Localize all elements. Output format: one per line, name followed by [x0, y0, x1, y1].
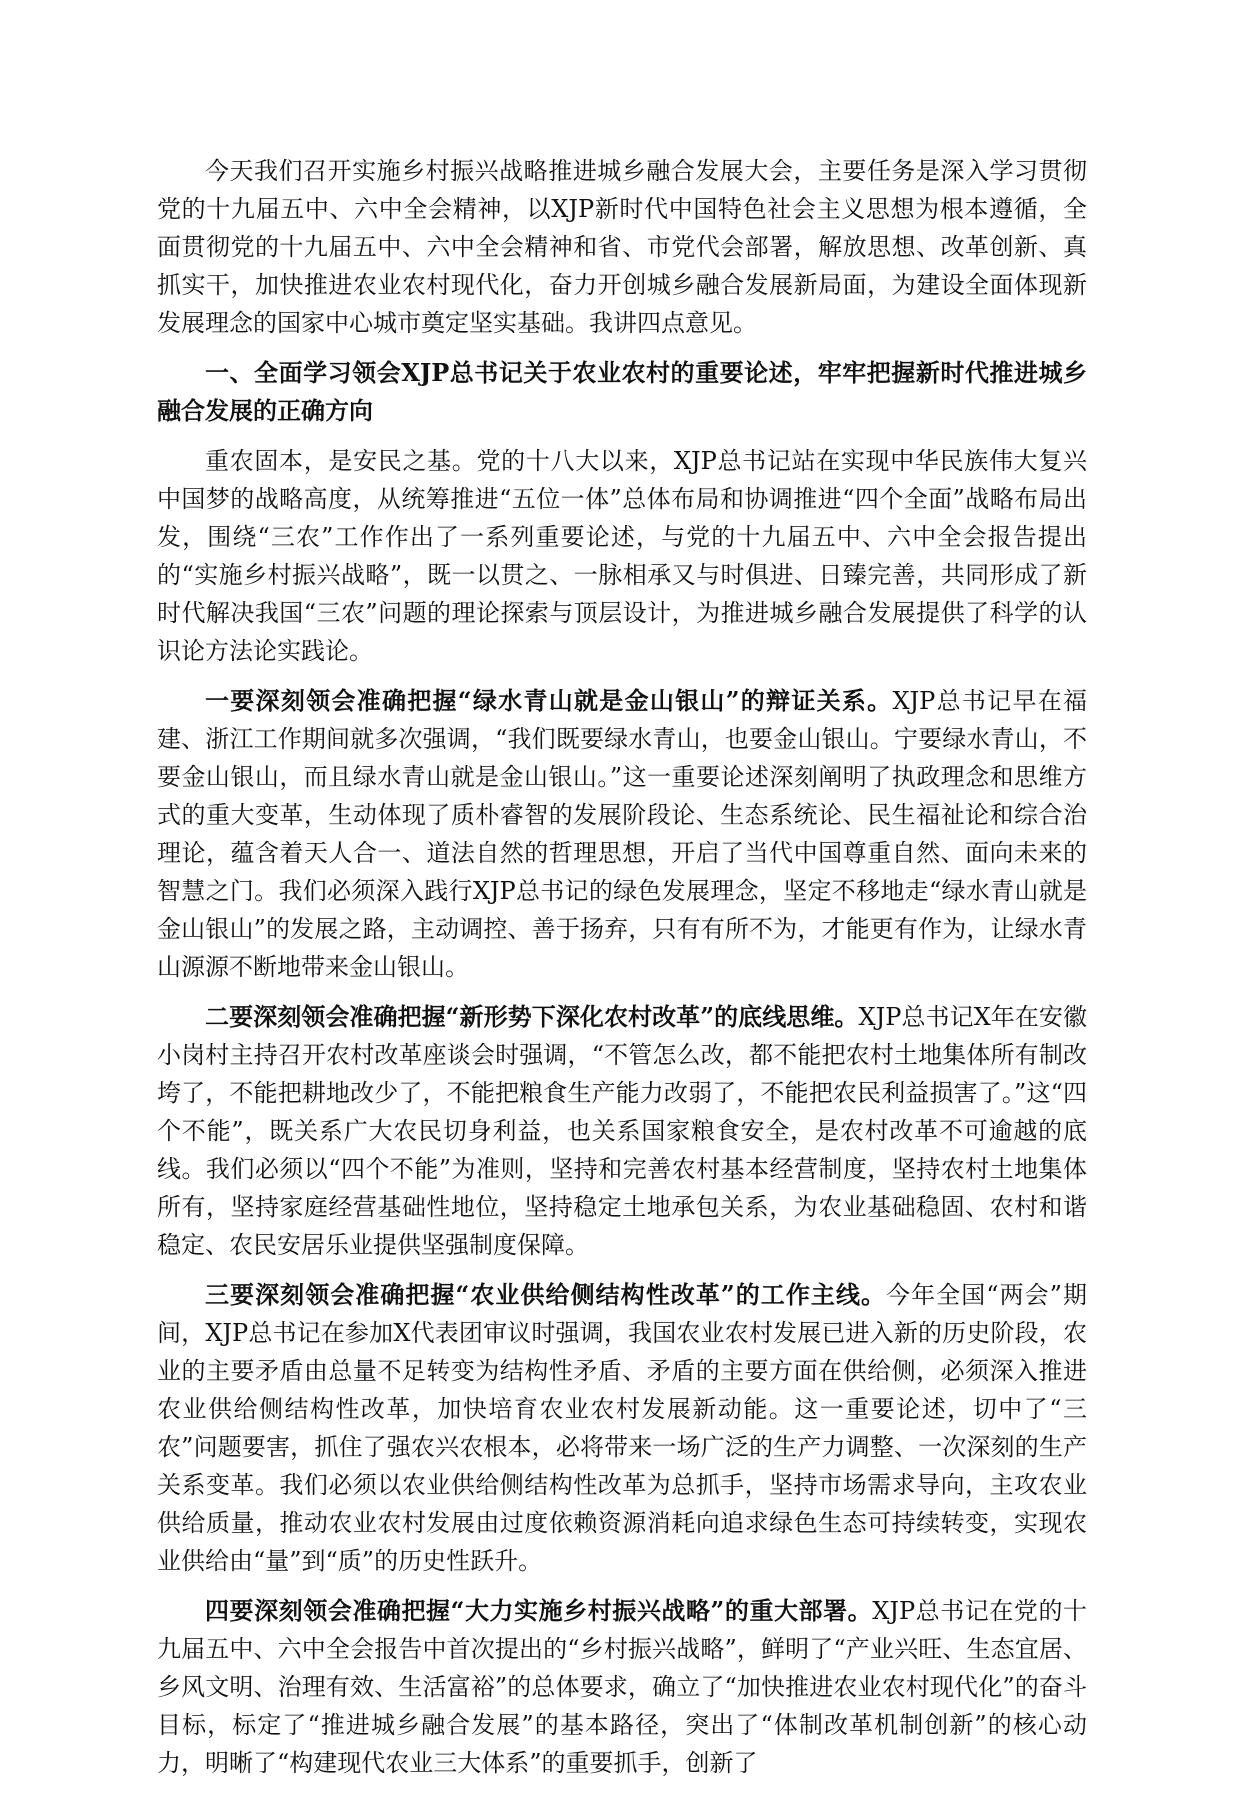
point-4-lead: 四要深刻领会准确把握“大力实施乡村振兴战略”的重大部署。 — [205, 1596, 873, 1625]
section-heading-1: 一、全面学习领会XJP总书记关于农业农村的重要论述，牢牢把握新时代推进城乡融合发展的正确方向 — [157, 358, 1087, 425]
point-2-body: XJP总书记X年在安徽小岗村主持召开农村改革座谈会时强调，“不管怎么改，都不能把农村土地集体所有制改垮了，不能把耕地改少了，不能把粮食生产能力改弱了，不能把农民利益损害了。”这“四个不能”，既关系广大农民切身利益，也关系国家粮食安全，是农村改革不可逾越的底线。我们必须以“四个不能”为准则，坚持和完善农村基本经营制度，坚持农村土地集体所有，坚持家庭经营基础性地位，坚持稳定土地承包关系，为农业基础稳固、农村和谐稳定、农民安居乐业提供坚强制度保障。 — [157, 1003, 1087, 1259]
paragraph-overview: 重农固本，是安民之基。党的十八大以来，XJP总书记站在实现中华民族伟大复兴中国梦的战略高度，从统筹推进“五位一体”总体布局和协调推进“四个全面”战略布局出发，围绕“三农”工作作出了一系列重要论述，与党的十九届五中、六中全会报告提出的“实施乡村振兴战略”，既一以贯之、一脉相承又与时俱进、日臻完善，共同形成了新时代解决我国“三农”问题的理论探索与顶层设计，为推进城乡融合发展提供了科学的认识论方法论实践论。 — [157, 447, 1087, 665]
paragraph-point-1 — [157, 682, 1087, 986]
point-3-lead: 三要深刻领会准确把握“农业供给侧结构性改革”的工作主线。 — [205, 1280, 887, 1309]
point-3-body: 今年全国“两会”期间，XJP总书记在参加X代表团审议时强调，我国农业农村发展已进入新的历史阶段，农业的主要矛盾由总量不足转变为结构性矛盾、矛盾的主要方面在供给侧，必须深入推进农业供给侧结构性改革，加快培育农业农村发展新动能。这一重要论述，切中了“三农”问题要害，抓住了强农兴农根本，必将带来一场广泛的生产力调整、一次深刻的生产关系变革。我们必须以农业供给侧结构性改革为总抓手，坚持市场需求导向，主攻农业供给质量，推动农业农村发展由过度依赖资源消耗向追求绿色生态可持续转变，实现农业供给由“量”到“质”的历史性跃升。 — [157, 1281, 1087, 1575]
point-1-body: XJP总书记早在福建、浙江工作期间就多次强调，“我们既要绿水青山，也要金山银山。宁要绿水青山，不要金山银山，而且绿水青山就是金山银山。”这一重要论述深刻阐明了执政理念和思维方式的重大变革，生动体现了质朴睿智的发展阶段论、生态系统论、民生福祉论和综合治理论，蕴含着天人合一、道法自然的哲理思想，开启了当代中国尊重自然、面向未来的智慧之门。我们必须深入践行XJP总书记的绿色发展理念，坚定不移地走“绿水青山就是金山银山”的发展之路，主动调控、善于扬弃，只有有所不为，才能更有作为，让绿水青山源源不断地带来金山银山。 — [157, 687, 1088, 981]
point-1-lead: 一要深刻领会准确把握“绿水青山就是金山银山”的辩证关系。 — [205, 686, 893, 715]
point-4-body: XJP总书记在党的十九届五中、六中全会报告中首次提出的“乡村振兴战略”，鲜明了“产业兴旺、生态宜居、乡风文明、治理有效、生活富裕”的总体要求，确立了“加快推进农业农村现代化”的奋斗目标，标定了“推进城乡融合发展”的基本路径，突出了“体制改革机制创新”的核心动力，明晰了“构建现代农业三大体系”的重要抓手，创新了 — [157, 1597, 1087, 1777]
paragraph-point-3 — [157, 1276, 1087, 1580]
paragraph-point-2 — [157, 998, 1087, 1264]
document-page — [157, 152, 1087, 1794]
point-2-lead: 二要深刻领会准确把握“新形势下深化农村改革”的底线思维。 — [205, 1002, 859, 1031]
paragraph-intro: 今天我们召开实施乡村振兴战略推进城乡融合发展大会，主要任务是深入学习贯彻党的十九届五中、六中全会精神，以XJP新时代中国特色社会主义思想为根本遵循，全面贯彻党的十九届五中、六中全会精神和省、市党代会部署，解放思想、改革创新、真抓实干，加快推进农业农村现代化，奋力开创城乡融合发展新局面，为建设全面体现新发展理念的国家中心城市奠定坚实基础。我讲四点意见。 — [157, 157, 1087, 337]
